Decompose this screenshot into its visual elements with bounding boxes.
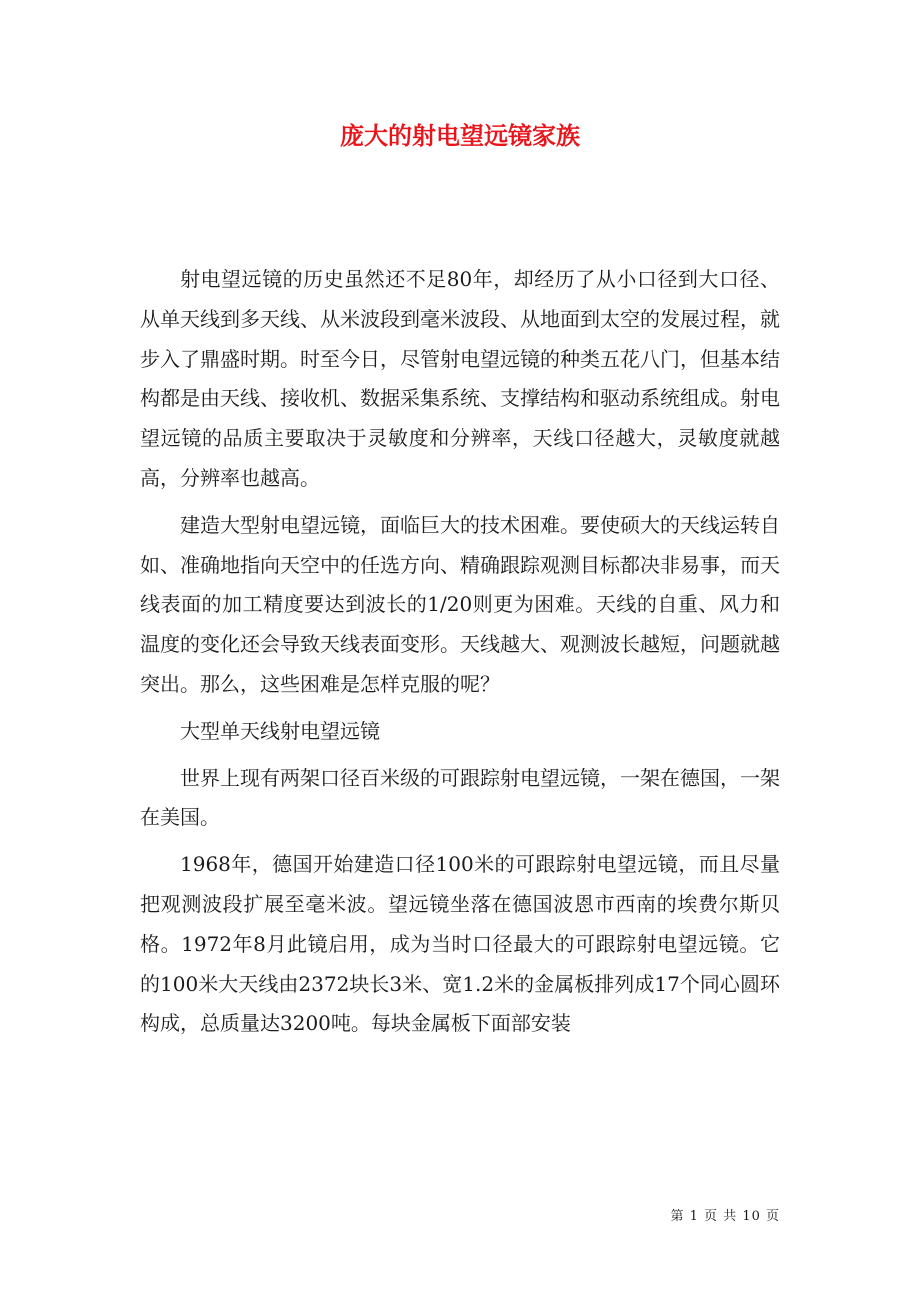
paragraph-two-telescopes: 世界上现有两架口径百米级的可跟踪射电望远镜，一架在德国，一架在美国。 [140,765,780,830]
document-body [140,260,780,1044]
paragraph-difficulties: 建造大型射电望远镜，面临巨大的技术困难。要使硕大的天线运转自如、准确地指向天空中的任选方向、精确跟踪观测目标都决非易事，而天线表面的加工精度要达到波长的1/20则更为困难。天线的自重、风力和温度的变化还会导致天线表面变形。天线越大、观测波长越短，问题就越突出。那么，这些困难是怎样克服的呢？ [140,512,780,696]
paragraph-germany-1968: 1968年，德国开始建造口径100米的可跟踪射电望远镜，而且尽量把观测波段扩展至毫米波。望远镜坐落在德国波恩市西南的埃费尔斯贝格。1972年8月此镜启用，成为当时口径最大的可跟踪射电望远镜。它的100米大天线由2372块长3米、宽1.2米的金属板排列成17个同心圆环构成，总质量达3200吨。每块金属板下面部安装 [140,852,780,1036]
paragraph-history: 射电望远镜的历史虽然还不足80年，却经历了从小口径到大口径、从单天线到多天线、从米波段到毫米波段、从地面到太空的发展过程，就步入了鼎盛时期。时至今日，尽管射电望远镜的种类五花八门，但基本结构都是由天线、接收机、数据采集系统、支撑结构和驱动系统组成。射电望远镜的品质主要取决于灵敏度和分辨率，天线口径越大，灵敏度就越高，分辨率也越高。 [140,267,780,490]
section-heading-single-dish: 大型单天线射电望远镜 [180,718,380,743]
page-number-footer: 第 1 页 共 10 页 [670,1209,780,1224]
document-title: 庞大的射电望远镜家族 [340,121,580,150]
